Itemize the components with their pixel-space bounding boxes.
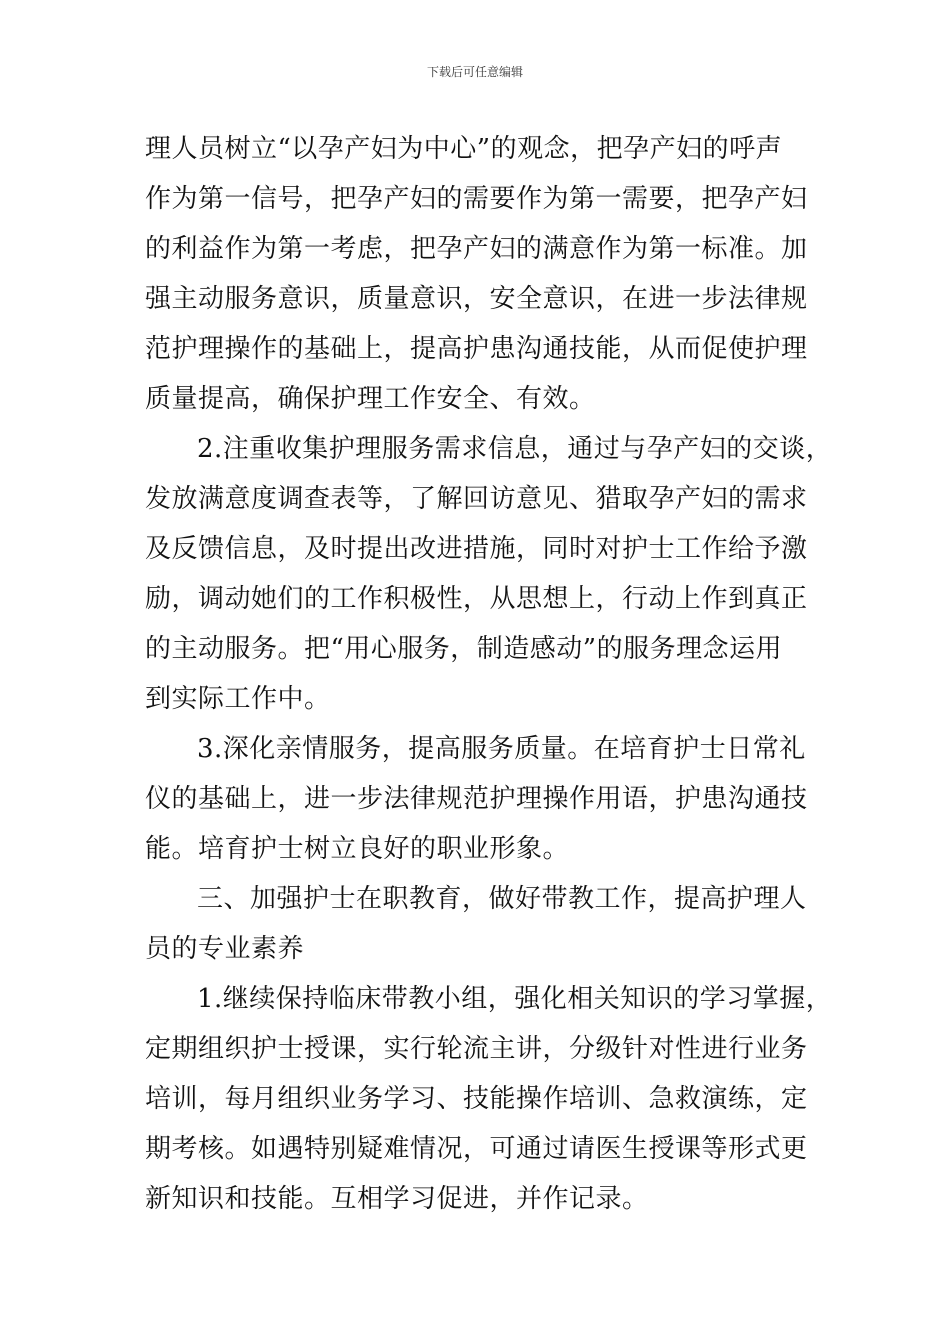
text-line: 仪的基础上，进一步法律规范护理操作用语，护患沟通技 [145,784,808,814]
document-body [145,124,833,1224]
text-line: 的主动服务。把“用心服务，制造感动”的服务理念运用 [145,634,783,664]
section-heading-line: 三、加强护士在职教育，做好带教工作，提高护理人 [197,884,807,914]
section-heading-line: 员的专业素养 [145,934,305,964]
text-line: 理人员树立“以孕产妇为中心”的观念，把孕产妇的呼声 [145,134,783,164]
text-line: 能。培育护士树立良好的职业形象。 [145,834,570,864]
text-line: 及反馈信息，及时提出改进措施，同时对护士工作给予激 [145,534,808,564]
text-line: 强主动服务意识，质量意识，安全意识，在进一步法律规 [145,284,808,314]
page-header: 下载后可任意编辑 [426,65,523,79]
text-line: 发放满意度调查表等，了解回访意见、猎取孕产妇的需求 [145,484,808,514]
text-line: 质量提高，确保护理工作安全、有效。 [145,384,596,414]
text-line: 培训，每月组织业务学习、技能操作培训、急救演练，定 [145,1084,808,1114]
text-line: 到实际工作中。 [145,684,331,714]
paragraph-first-line: 3.深化亲情服务，提高服务质量。在培育护士日常礼 [197,734,806,764]
paragraph-first-line: 1.继续保持临床带教小组，强化相关知识的学习掌握， [197,984,833,1014]
paragraph-first-line: 2.注重收集护理服务需求信息，通过与孕产妇的交谈， [197,434,833,464]
text-line: 新知识和技能。互相学习促进，并作记录。 [145,1184,649,1214]
text-line: 期考核。如遇特别疑难情况，可通过请医生授课等形式更 [145,1134,808,1164]
text-line: 励，调动她们的工作积极性，从思想上，行动上作到真正 [145,584,808,614]
text-line: 范护理操作的基础上，提高护患沟通技能，从而促使护理 [145,334,808,364]
text-line: 的利益作为第一考虑，把孕产妇的满意作为第一标准。加 [145,234,808,264]
text-line: 定期组织护士授课，实行轮流主讲，分级针对性进行业务 [145,1034,808,1064]
text-line: 作为第一信号，把孕产妇的需要作为第一需要，把孕产妇 [145,184,808,214]
